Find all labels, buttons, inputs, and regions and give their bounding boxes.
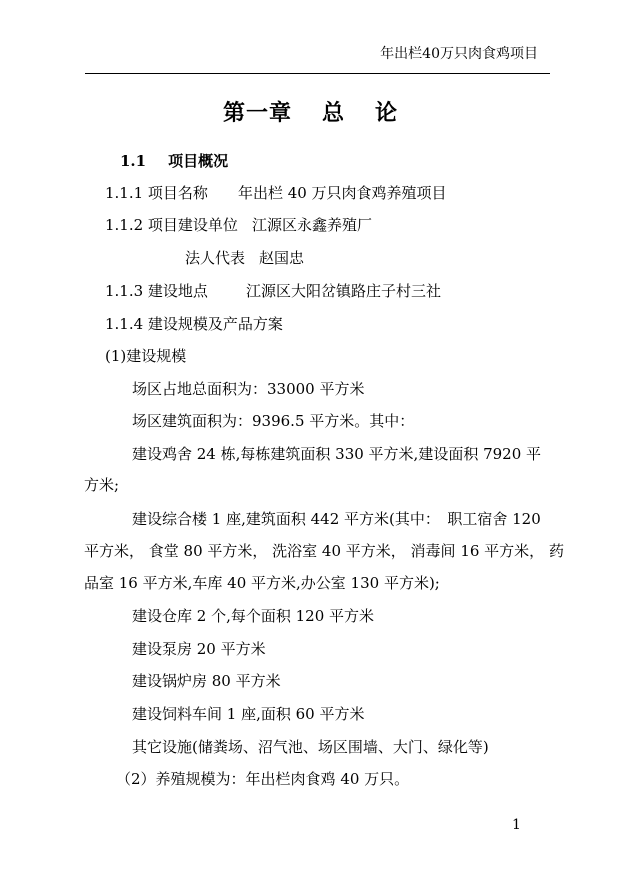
item-construction-unit — [105, 214, 372, 235]
item-label: 1.1.2 项目建设单位 — [105, 216, 238, 234]
chapter-number: 第一章 — [222, 100, 292, 126]
paragraph-pump: 建设泵房 20 平方米 — [132, 640, 266, 658]
page-number: 1 — [512, 817, 521, 833]
item-value: 赵国忠 — [259, 249, 305, 267]
section-title: 项目概况 — [168, 152, 229, 170]
item-scale-heading: 1.1.4 建设规模及产品方案 — [105, 315, 283, 333]
item-label: 1.1.1 项目名称 — [105, 184, 208, 202]
item-location — [105, 280, 441, 301]
subsection-1: (1)建设规模 — [105, 347, 187, 365]
paragraph-complex-line-2: 平方米， 食堂 80 平方米， 洗浴室 40 平方米， 消毒间 16 平方米， 药 — [84, 542, 564, 560]
paragraph-coops-line-1: 建设鸡舍 24 栋,每栋建筑面积 330 平方米,建设面积 7920 平 — [132, 445, 542, 463]
paragraph-complex-line-1: 建设综合楼 1 座,建筑面积 442 平方米(其中： 职工宿舍 120 — [132, 510, 541, 528]
chapter-word-2: 论 — [375, 100, 399, 126]
item-label: 1.1.3 建设地点 — [105, 282, 208, 300]
paragraph-area-build: 场区建筑面积为：9396.5 平方米。其中： — [132, 412, 415, 430]
paragraph-other: 其它设施(储粪场、沼气池、场区围墙、大门、绿化等) — [132, 738, 489, 756]
paragraph-area-total: 场区占地总面积为：33000 平方米 — [132, 380, 365, 398]
page-header: 年出栏40万只肉食鸡项目 — [380, 46, 538, 62]
item-value: 年出栏 40 万只肉食鸡养殖项目 — [237, 184, 447, 202]
paragraph-warehouse: 建设仓库 2 个,每个面积 120 平方米 — [132, 607, 375, 625]
subsection-2: （2）养殖规模为：年出栏肉食鸡 40 万只。 — [116, 770, 410, 788]
chapter-word-1: 总 — [321, 100, 345, 126]
section-number: 1.1 — [120, 152, 147, 170]
section-heading — [120, 150, 228, 171]
paragraph-complex-line-3: 品室 16 平方米,车库 40 平方米,办公室 130 平方米); — [84, 574, 440, 592]
paragraph-coops-line-2: 方米; — [84, 476, 120, 494]
paragraph-feed: 建设饲料车间 1 座,面积 60 平方米 — [132, 705, 365, 723]
header-rule — [85, 73, 550, 74]
chapter-title — [0, 96, 621, 127]
paragraph-boiler: 建设锅炉房 80 平方米 — [132, 672, 281, 690]
item-legal-representative — [185, 247, 304, 268]
item-value: 江源区永鑫养殖厂 — [251, 216, 372, 234]
item-value: 江源区大阳岔镇路庄子村三社 — [245, 282, 441, 300]
item-project-name — [105, 182, 447, 203]
item-label: 法人代表 — [185, 249, 246, 267]
